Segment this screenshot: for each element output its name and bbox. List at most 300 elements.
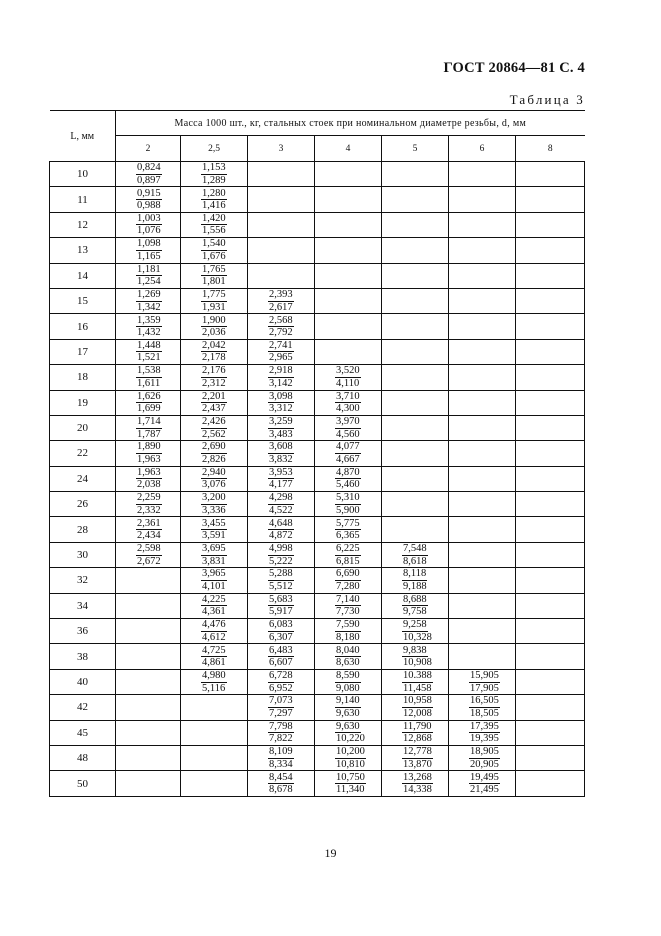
mass-cell — [315, 238, 382, 263]
mass-value-lower: 1,076 — [137, 225, 161, 237]
length-cell: 13 — [50, 238, 116, 263]
mass-value-upper: 3,953 — [269, 466, 293, 478]
mass-value-upper: 10,958 — [403, 695, 432, 707]
mass-cell — [248, 263, 315, 288]
mass-cell — [315, 745, 382, 770]
mass-cell — [382, 619, 449, 644]
mass-cell — [449, 365, 516, 390]
mass-cell — [382, 339, 449, 364]
mass-value-lower: 0,988 — [137, 200, 161, 212]
mass-value-upper: 19,495 — [470, 771, 499, 783]
mass-value-lower: 1,963 — [137, 453, 161, 465]
mass-value-lower: 2,617 — [269, 301, 293, 313]
mass-cell — [382, 314, 449, 339]
mass-cell — [382, 517, 449, 542]
mass-fraction — [315, 416, 381, 440]
mass-fraction — [315, 441, 381, 465]
mass-value-upper: 17,395 — [470, 720, 499, 732]
mass-cell — [315, 288, 382, 313]
mass-cell — [315, 466, 382, 491]
mass-fraction — [181, 492, 247, 516]
mass-cell — [116, 466, 181, 491]
mass-value-lower: 11,340 — [336, 784, 365, 796]
mass-value-upper: 10.388 — [403, 670, 432, 681]
mass-value-lower: 1,432 — [137, 327, 161, 339]
mass-fraction — [248, 391, 314, 415]
mass-fraction — [248, 315, 314, 339]
mass-value-upper: 3,200 — [202, 492, 226, 504]
mass-fraction — [181, 188, 247, 212]
mass-cell — [248, 644, 315, 669]
mass-cell — [516, 390, 585, 415]
mass-cell — [248, 720, 315, 745]
mass-fraction — [181, 365, 247, 389]
mass-cell — [181, 593, 248, 618]
table-row — [50, 339, 585, 364]
mass-value-lower: 1,611 — [137, 377, 161, 389]
mass-value-lower: 10,908 — [403, 657, 432, 669]
mass-cell — [248, 415, 315, 440]
mass-value-lower: 3,832 — [269, 453, 293, 465]
mass-cell — [382, 288, 449, 313]
mass-fraction — [315, 695, 381, 719]
mass-value-upper: 5,683 — [269, 593, 293, 605]
mass-cell — [116, 162, 181, 187]
mass-fraction — [181, 162, 247, 186]
mass-value-upper: 4,648 — [269, 517, 293, 529]
mass-cell — [248, 288, 315, 313]
mass-value-lower: 2,036 — [202, 327, 226, 339]
mass-cell — [116, 238, 181, 263]
mass-value-upper: 3,259 — [269, 416, 293, 428]
mass-fraction — [315, 645, 381, 669]
mass-value-upper: 5,310 — [336, 492, 360, 504]
mass-cell — [382, 466, 449, 491]
mass-fraction — [315, 619, 381, 643]
mass-cell — [181, 492, 248, 517]
mass-value-upper: 15,905 — [470, 670, 499, 681]
mass-table — [49, 110, 585, 797]
mass-cell — [516, 669, 585, 694]
mass-cell — [116, 390, 181, 415]
mass-cell — [116, 187, 181, 212]
mass-fraction — [382, 619, 448, 643]
mass-value-upper: 13,268 — [403, 771, 432, 783]
mass-cell — [181, 771, 248, 796]
mass-cell — [449, 390, 516, 415]
mass-cell — [248, 695, 315, 720]
length-cell: 36 — [50, 619, 116, 644]
mass-value-lower: 3,312 — [269, 403, 293, 415]
mass-value-upper: 6,483 — [269, 644, 293, 656]
mass-value-lower: 1,801 — [202, 276, 226, 288]
mass-value-upper: 2,426 — [202, 416, 226, 428]
mass-fraction — [181, 213, 247, 237]
mass-cell — [116, 619, 181, 644]
mass-fraction — [315, 746, 381, 770]
mass-value-upper: 9,630 — [336, 720, 360, 732]
mass-fraction — [116, 188, 180, 212]
mass-cell — [181, 415, 248, 440]
mass-value-upper: 2,918 — [269, 365, 293, 377]
mass-cell — [449, 619, 516, 644]
table-row — [50, 568, 585, 593]
mass-fraction — [382, 594, 448, 618]
mass-fraction — [248, 695, 314, 719]
mass-cell — [181, 288, 248, 313]
mass-cell — [449, 492, 516, 517]
table-row — [50, 238, 585, 263]
mass-cell — [382, 644, 449, 669]
mass-cell — [382, 695, 449, 720]
mass-value-lower: 9,080 — [336, 682, 360, 694]
mass-cell — [181, 187, 248, 212]
mass-fraction — [248, 518, 314, 542]
mass-value-upper: 4,077 — [336, 441, 360, 453]
mass-value-lower: 4,522 — [269, 504, 293, 516]
mass-value-upper: 1,540 — [202, 238, 226, 250]
mass-fraction — [315, 467, 381, 491]
mass-cell — [516, 492, 585, 517]
mass-fraction — [315, 721, 381, 745]
mass-cell — [516, 415, 585, 440]
mass-cell — [449, 745, 516, 770]
mass-cell — [116, 644, 181, 669]
mass-value-lower: 4,177 — [269, 479, 293, 491]
mass-value-lower: 1,289 — [202, 174, 226, 186]
mass-value-upper: 2,393 — [269, 289, 293, 301]
length-header: L, мм — [50, 111, 116, 162]
mass-value-lower: 2,332 — [137, 504, 161, 516]
mass-fraction — [382, 746, 448, 770]
mass-value-lower: 6,815 — [336, 555, 360, 567]
mass-cell — [248, 771, 315, 796]
mass-cell — [315, 390, 382, 415]
mass-value-upper: 4,476 — [202, 619, 226, 631]
mass-fraction — [116, 340, 180, 364]
mass-cell — [516, 568, 585, 593]
mass-value-lower: 3,483 — [269, 428, 293, 440]
mass-cell — [449, 288, 516, 313]
mass-cell — [315, 314, 382, 339]
mass-value-upper: 10,750 — [336, 771, 365, 783]
mass-fraction — [116, 238, 180, 262]
mass-value-upper: 6,690 — [336, 568, 360, 580]
mass-value-lower: 2,965 — [269, 352, 293, 364]
length-cell: 20 — [50, 415, 116, 440]
mass-cell — [315, 365, 382, 390]
mass-value-upper: 4,298 — [269, 492, 293, 504]
mass-cell — [116, 212, 181, 237]
mass-fraction — [315, 365, 381, 389]
mass-value-upper: 1,538 — [137, 365, 161, 377]
mass-cell — [516, 187, 585, 212]
mass-value-upper: 4,225 — [202, 593, 226, 605]
length-cell: 34 — [50, 593, 116, 618]
mass-cell — [516, 745, 585, 770]
mass-cell — [315, 619, 382, 644]
table-row — [50, 187, 585, 212]
mass-fraction — [315, 518, 381, 542]
mass-fraction — [248, 594, 314, 618]
table-row — [50, 390, 585, 415]
mass-value-upper: 6,225 — [336, 543, 360, 555]
page-number: 19 — [324, 846, 337, 860]
mass-cell — [181, 466, 248, 491]
mass-value-lower: 7,297 — [269, 707, 293, 719]
mass-fraction — [116, 467, 180, 491]
mass-cell — [116, 720, 181, 745]
mass-cell — [449, 720, 516, 745]
diameter-header: 8 — [516, 136, 585, 162]
mass-value-upper: 4,998 — [269, 543, 293, 555]
mass-value-lower: 4,361 — [202, 606, 226, 618]
mass-cell — [449, 162, 516, 187]
mass-cell — [315, 669, 382, 694]
table-caption: Таблица 3 — [509, 92, 585, 107]
mass-cell — [449, 669, 516, 694]
mass-fraction — [181, 594, 247, 618]
mass-cell — [116, 314, 181, 339]
mass-value-upper: 9,258 — [403, 619, 427, 631]
mass-cell — [248, 669, 315, 694]
mass-cell — [516, 162, 585, 187]
mass-value-lower: 2,826 — [202, 453, 226, 465]
mass-value-upper: 6,728 — [269, 670, 293, 681]
mass-value-lower: 17,905 — [470, 682, 499, 694]
mass-value-upper: 1,626 — [137, 390, 161, 402]
mass-fraction — [116, 518, 180, 542]
mass-fraction — [116, 264, 180, 288]
mass-cell — [248, 441, 315, 466]
mass-fraction — [248, 670, 314, 694]
mass-value-lower: 4,110 — [336, 377, 360, 389]
table-row — [50, 745, 585, 770]
mass-value-upper: 3,455 — [202, 517, 226, 529]
mass-cell — [382, 441, 449, 466]
mass-value-upper: 3,520 — [336, 365, 360, 377]
mass-value-upper: 3,965 — [202, 568, 226, 580]
mass-cell — [382, 669, 449, 694]
mass-fraction — [181, 289, 247, 313]
mass-fraction — [181, 568, 247, 592]
mass-cell — [116, 415, 181, 440]
mass-cell — [181, 517, 248, 542]
mass-value-upper: 1,448 — [137, 339, 161, 351]
mass-value-lower: 8,678 — [269, 784, 293, 796]
mass-cell — [315, 441, 382, 466]
mass-value-upper: 7,590 — [336, 619, 360, 631]
mass-cell — [449, 644, 516, 669]
mass-cell — [449, 263, 516, 288]
mass-fraction — [181, 467, 247, 491]
mass-cell — [248, 314, 315, 339]
length-cell: 15 — [50, 288, 116, 313]
mass-cell — [116, 441, 181, 466]
mass-cell — [248, 593, 315, 618]
mass-fraction — [181, 441, 247, 465]
mass-value-upper: 2,042 — [202, 339, 226, 351]
mass-cell — [449, 466, 516, 491]
mass-cell — [315, 644, 382, 669]
mass-value-lower: 10,810 — [336, 758, 365, 770]
mass-fraction — [248, 416, 314, 440]
mass-fraction — [449, 721, 515, 745]
mass-value-upper: 7,548 — [403, 543, 427, 555]
diameter-header: 2,5 — [181, 136, 248, 162]
mass-value-lower: 19,395 — [470, 733, 499, 745]
table-row — [50, 314, 585, 339]
mass-cell — [382, 365, 449, 390]
length-cell: 48 — [50, 745, 116, 770]
mass-cell — [449, 695, 516, 720]
mass-cell — [315, 517, 382, 542]
mass-cell — [449, 593, 516, 618]
mass-value-lower: 3,831 — [202, 555, 226, 567]
length-cell: 16 — [50, 314, 116, 339]
length-cell: 18 — [50, 365, 116, 390]
mass-cell — [449, 314, 516, 339]
mass-cell — [181, 669, 248, 694]
mass-value-upper: 5,775 — [336, 517, 360, 529]
mass-cell — [516, 212, 585, 237]
mass-value-upper: 0,824 — [137, 162, 161, 174]
mass-cell — [449, 238, 516, 263]
mass-cell — [315, 415, 382, 440]
table-row — [50, 517, 585, 542]
mass-cell — [382, 492, 449, 517]
mass-value-upper: 8,118 — [403, 568, 427, 580]
mass-cell — [315, 771, 382, 796]
mass-value-upper: 1,269 — [137, 289, 161, 301]
mass-fraction — [449, 772, 515, 796]
mass-cell — [248, 390, 315, 415]
mass-value-lower: 3,336 — [202, 504, 226, 516]
mass-value-lower: 3,591 — [202, 530, 226, 542]
mass-value-upper: 1,003 — [137, 212, 161, 224]
mass-cell — [382, 720, 449, 745]
mass-fraction — [315, 594, 381, 618]
mass-value-lower: 9,758 — [403, 606, 427, 618]
length-cell: 19 — [50, 390, 116, 415]
mass-value-upper: 8,040 — [336, 644, 360, 656]
mass-value-upper: 1,765 — [202, 263, 226, 275]
mass-value-upper: 6,083 — [269, 619, 293, 631]
mass-cell — [315, 492, 382, 517]
mass-fraction — [181, 315, 247, 339]
mass-fraction — [181, 340, 247, 364]
mass-value-upper: 2,259 — [137, 492, 161, 504]
length-cell: 50 — [50, 771, 116, 796]
mass-cell — [181, 390, 248, 415]
mass-value-lower: 1,699 — [137, 403, 161, 415]
mass-cell — [516, 314, 585, 339]
mass-value-upper: 7,073 — [269, 695, 293, 707]
mass-cell — [315, 593, 382, 618]
mass-cell — [315, 695, 382, 720]
mass-value-upper: 12,778 — [403, 746, 432, 758]
mass-value-upper: 1,963 — [137, 466, 161, 478]
mass-cell — [449, 568, 516, 593]
mass-value-lower: 5,512 — [269, 580, 293, 592]
mass-value-upper: 11,790 — [403, 720, 432, 732]
mass-cell — [315, 720, 382, 745]
length-cell: 42 — [50, 695, 116, 720]
length-cell: 30 — [50, 542, 116, 567]
mass-cell — [248, 187, 315, 212]
mass-value-lower: 18,505 — [470, 707, 499, 719]
mass-cell — [449, 187, 516, 212]
mass-cell — [181, 644, 248, 669]
mass-value-lower: 20,905 — [470, 758, 499, 770]
mass-value-lower: 1,416 — [202, 200, 226, 212]
mass-cell — [516, 542, 585, 567]
mass-fraction — [248, 645, 314, 669]
mass-value-lower: 1,931 — [202, 301, 226, 313]
mass-cell — [315, 339, 382, 364]
table-row — [50, 644, 585, 669]
mass-value-lower: 13,870 — [403, 758, 432, 770]
mass-cell — [449, 212, 516, 237]
mass-cell — [116, 771, 181, 796]
mass-cell — [382, 542, 449, 567]
mass-fraction — [315, 543, 381, 567]
mass-value-upper: 1,714 — [137, 416, 161, 428]
mass-fraction — [116, 391, 180, 415]
mass-fraction — [315, 568, 381, 592]
group-header: Масса 1000 шт., кг, стальных стоек при номинальном диаметре резьбы, d, мм — [116, 111, 585, 136]
table-row — [50, 365, 585, 390]
mass-value-upper: 3,608 — [269, 441, 293, 453]
mass-cell — [248, 339, 315, 364]
mass-cell — [181, 365, 248, 390]
mass-fraction — [248, 340, 314, 364]
mass-fraction — [315, 670, 381, 694]
mass-cell — [181, 238, 248, 263]
mass-value-lower: 2,672 — [137, 555, 161, 567]
mass-value-upper: 2,598 — [137, 543, 161, 555]
mass-value-lower: 10,220 — [336, 733, 365, 745]
mass-value-upper: 5,288 — [269, 568, 293, 580]
mass-value-upper: 8,590 — [336, 670, 360, 681]
mass-cell — [315, 187, 382, 212]
mass-cell — [516, 517, 585, 542]
mass-value-lower: 5,222 — [269, 555, 293, 567]
mass-cell — [116, 745, 181, 770]
mass-value-upper: 4,870 — [336, 466, 360, 478]
mass-cell — [116, 263, 181, 288]
mass-value-upper: 4,725 — [202, 644, 226, 656]
mass-cell — [516, 365, 585, 390]
mass-cell — [181, 314, 248, 339]
table-row — [50, 669, 585, 694]
mass-fraction — [382, 543, 448, 567]
mass-value-upper: 7,140 — [336, 593, 360, 605]
diameter-header: 4 — [315, 136, 382, 162]
mass-cell — [382, 212, 449, 237]
mass-value-upper: 3,098 — [269, 390, 293, 402]
length-cell: 26 — [50, 492, 116, 517]
mass-cell — [181, 263, 248, 288]
mass-value-lower: 2,792 — [269, 327, 293, 339]
mass-fraction — [382, 568, 448, 592]
mass-cell — [449, 517, 516, 542]
mass-cell — [382, 568, 449, 593]
mass-fraction — [181, 543, 247, 567]
mass-value-lower: 14,338 — [403, 784, 432, 796]
length-cell: 10 — [50, 162, 116, 187]
mass-fraction — [382, 695, 448, 719]
